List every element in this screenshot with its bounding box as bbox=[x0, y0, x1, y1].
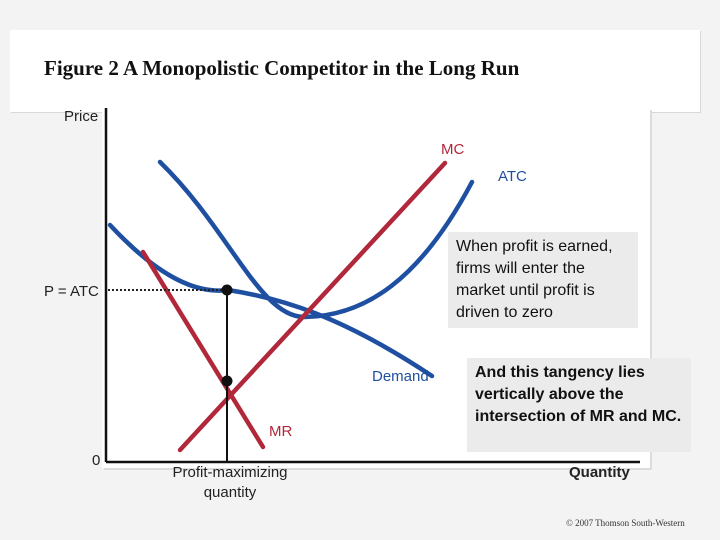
demand-label: Demand bbox=[372, 368, 429, 385]
atc-label: ATC bbox=[498, 168, 527, 185]
mr-label: MR bbox=[269, 423, 293, 440]
mr-curve bbox=[143, 252, 263, 447]
entry-callout: When profit is earned, firms will enter the market until profit is driven to zero bbox=[448, 232, 638, 328]
tangency-point bbox=[222, 285, 233, 296]
mc-curve bbox=[180, 163, 445, 450]
y-axis-label: Price bbox=[64, 108, 99, 125]
origin-label: 0 bbox=[92, 452, 101, 469]
figure-title: Figure 2 A Monopolistic Competitor in the Long Run bbox=[44, 56, 520, 80]
mc-label: MC bbox=[441, 141, 465, 158]
tangency-callout: And this tangency lies vertically above the intersection of MR and MC. bbox=[467, 358, 691, 452]
copyright-notice: © 2007 Thomson South-Western bbox=[566, 518, 685, 528]
mr-mc-intersection-point bbox=[222, 376, 233, 387]
price-level-label: P = ATC bbox=[44, 283, 99, 300]
quantity-level-label: Profit-maximizing quantity bbox=[172, 464, 288, 501]
x-axis-label: Quantity bbox=[569, 464, 630, 481]
